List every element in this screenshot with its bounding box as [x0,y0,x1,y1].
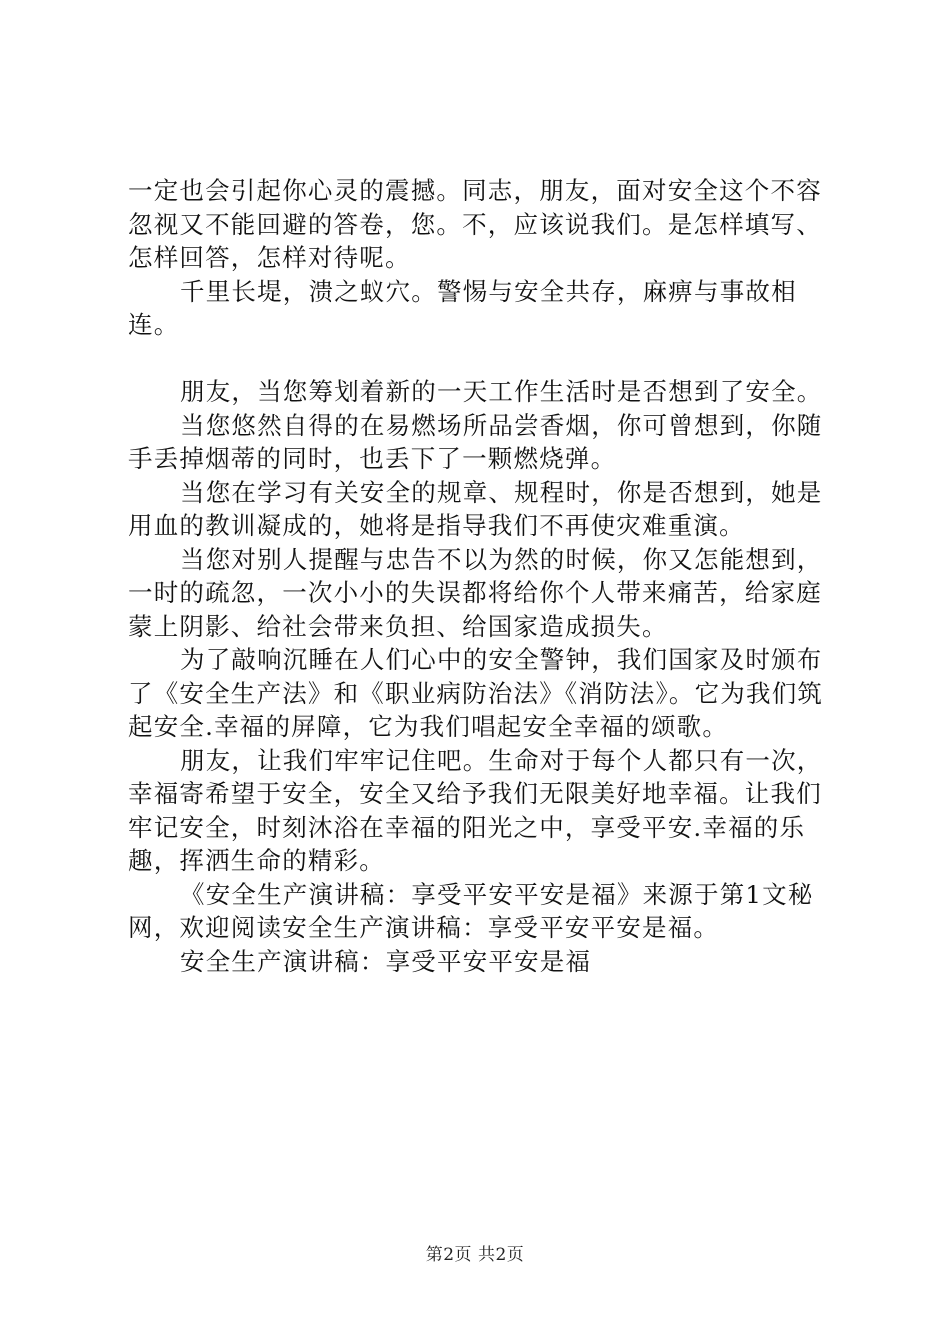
paragraph-9: 《安全生产演讲稿：享受平安平安是福》来源于第1文秘网，欢迎阅读安全生产演讲稿：享受平安平安是福。 [128,879,814,942]
page-number-footer: 第2页 共2页 [425,1245,525,1265]
paragraph-7: 为了敲响沉睡在人们心中的安全警钟，我们国家及时颁布了《安全生产法》和《职业病防治法》《消防法》。它为我们筑起安全.幸福的屏障，它为我们唱起安全幸福的颂歌。 [128,645,824,741]
paragraph-gap [128,342,838,376]
paragraph-8: 朋友，让我们牢牢记住吧。生命对于每个人都只有一次，幸福寄希望于安全，安全又给予我们无限美好地幸福。让我们牢记安全，时刻沐浴在幸福的阳光之中，享受平安.幸福的乐趣，挥洒生命的精彩。 [128,745,823,875]
paragraph-1: 一定也会引起你心灵的震撼。同志，朋友，面对安全这个不容忽视又不能回避的答卷，您。不，应该说我们。是怎样填写、怎样回答，怎样对待呢。 [128,176,822,272]
paragraph-3: 朋友，当您筹划着新的一天工作生活时是否想到了安全。 [180,377,823,406]
paragraph-10: 安全生产演讲稿：享受平安平安是福 [180,946,592,976]
paragraph-5: 当您在学习有关安全的规章、规程时，你是否想到，她是用血的教训凝成的，她将是指导我们不再使灾难重演。 [128,477,823,540]
document-body [128,174,838,978]
paragraph-2: 千里长堤，溃之蚁穴。警惕与安全共存，麻痹与事故相连。 [128,276,797,339]
paragraph-6: 当您对别人提醒与忠告不以为然的时候，你又怎能想到，一时的疏忽，一次小小的失误都将给你个人带来痛苦，给家庭蒙上阴影、给社会带来负担、给国家造成损失。 [128,544,823,641]
paragraph-4: 当您悠然自得的在易燃场所品尝香烟，你可曾想到，你随手丢掉烟蒂的同时，也丢下了一颗燃烧弹。 [128,410,823,473]
